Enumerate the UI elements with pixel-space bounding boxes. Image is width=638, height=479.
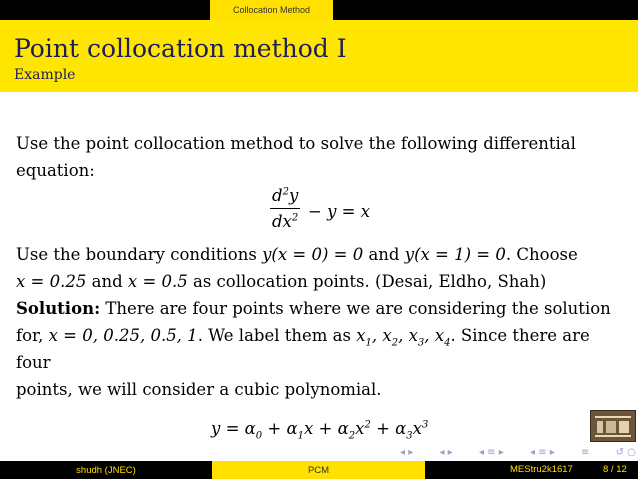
frame-title-bar [0, 20, 638, 92]
collocation-point-a: x = 0.25 [16, 272, 87, 291]
nav-prev-subsection-icon[interactable]: ◂ ≡ ▸ [478, 446, 504, 458]
derivative-fraction: $\frac{d^2y}{dx^2}$ [270, 184, 300, 235]
collocation-point-b: x = 0.5 [127, 272, 188, 291]
differential-equation: $\frac{d^2y}{dx^2}$ − y = x [16, 184, 624, 241]
nav-search-icon[interactable]: ↺ ○ [615, 446, 636, 458]
points-labels: $x_1$, $x_2$, $x_3$, $x_4$ [356, 326, 451, 349]
footer-code: MEStru2k1617 [510, 464, 573, 475]
boundary-conditions-line-1: Use the boundary conditions y(x = 0) = 0 and y(x = 1) = 0. Choose [16, 245, 578, 264]
logo-image [590, 410, 636, 442]
header-bar [0, 0, 638, 20]
points-list: x = 0, 0.25, 0.5, 1 [48, 326, 198, 345]
nav-align-icon[interactable]: ≡ [581, 446, 590, 458]
footer-page-number: 8 / 12 [603, 464, 627, 475]
boundary-conditions-line-2: x = 0.25 and x = 0.5 as collocation points. (Desai, Eldho, Shah) [16, 272, 547, 291]
bc-right: y(x = 1) = 0 [404, 245, 506, 264]
solution-line-2: for, x = 0, 0.25, 0.5, 1. We label them as $x_1$, $x_2$, $x_3$, $x_4$. Since there are four [16, 326, 590, 372]
nav-arrows-icon[interactable] [400, 445, 636, 459]
footer-right [425, 461, 638, 479]
cubic-polynomial: $y = \alpha_0 + \alpha_1x + \alpha_2x^2 + \alpha_3x^3$ [211, 419, 429, 442]
frame-title: Point collocation method I [14, 34, 347, 63]
section-title[interactable]: Collocation Method [210, 0, 333, 20]
nav-section-icon[interactable]: ◂ ≡ ▸ [529, 446, 555, 458]
nav-prev-frame-icon[interactable]: ◂ ▸ [400, 446, 414, 458]
slide-content [16, 130, 624, 442]
solution-label: Solution: [16, 299, 101, 318]
footer-bar [0, 461, 638, 479]
intro-line-1: Use the point collocation method to solve the following differential [16, 134, 576, 153]
bc-left: y(x = 0) = 0 [262, 245, 364, 264]
nav-prev-section-icon[interactable]: ◂ ▸ [439, 446, 453, 458]
intro-line-2: equation: [16, 161, 95, 180]
footer-title: PCM [212, 461, 425, 479]
solution-line-3: points, we will consider a cubic polynomial. [16, 380, 382, 399]
solution-line-1: Solution: There are four points where we are considering the solution [16, 299, 611, 318]
footer-author: shudh (JNEC) [0, 461, 212, 479]
frame-subtitle: Example [14, 67, 76, 83]
